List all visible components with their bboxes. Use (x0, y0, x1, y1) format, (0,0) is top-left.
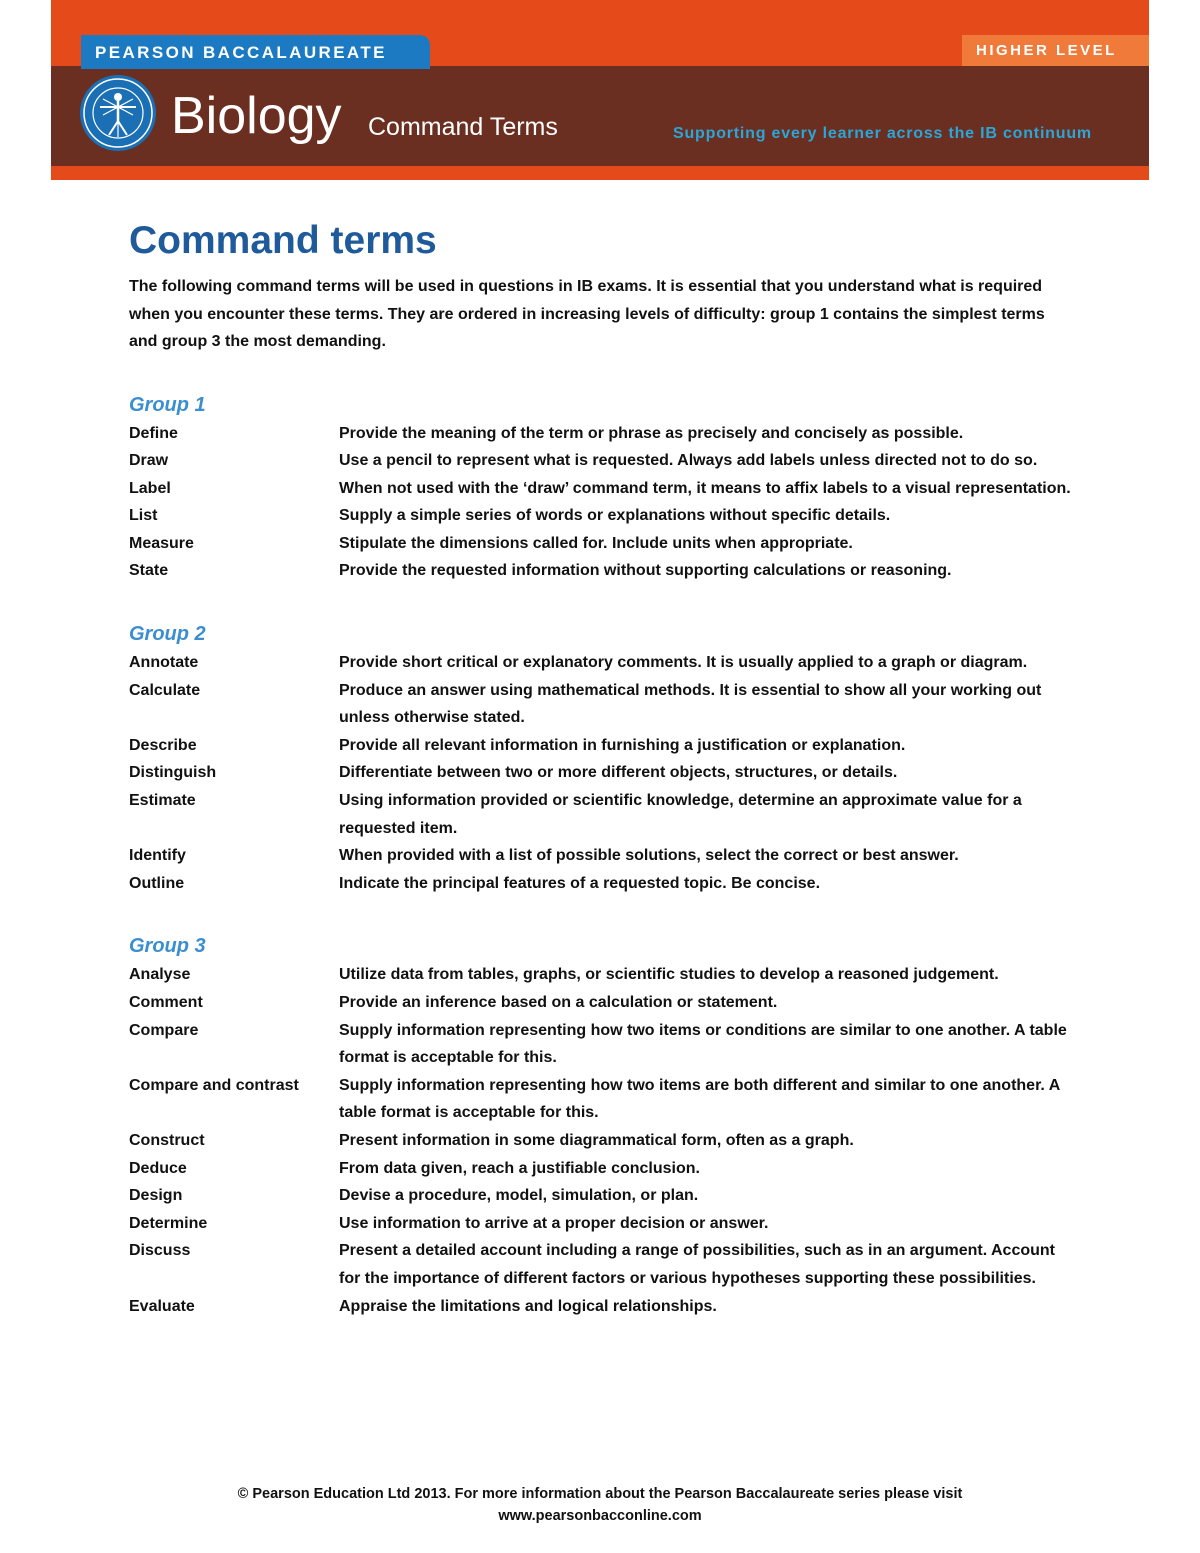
term-definition: Provide all relevant information in furnishing a justification or explanation. (339, 736, 906, 754)
book-subtitle: Command Terms (368, 113, 558, 141)
page-title: Command terms (129, 219, 437, 262)
series-label: PEARSON BACCALAUREATE (81, 35, 430, 69)
term-row (129, 1293, 1079, 1321)
term-definition: When provided with a list of possible solutions, select the correct or best answer. (339, 847, 959, 865)
term-definition: Using information provided or scientific knowledge, determine an approximate value for a requested item. (339, 792, 1022, 837)
term-definition: Present information in some diagrammatical form, often as a graph. (339, 1131, 854, 1149)
term-definition: Indicate the principal features of a requested topic. Be concise. (339, 874, 821, 892)
term-row (129, 870, 1079, 898)
term-definition: Devise a procedure, model, simulation, or plan. (339, 1187, 699, 1205)
term-name: Draw (129, 452, 169, 470)
header-banner (51, 0, 1149, 180)
term-name: Calculate (129, 681, 201, 699)
tagline: Supporting every learner across the IB continuum (673, 125, 1092, 142)
term-definition: Use information to arrive at a proper decision or answer. (339, 1214, 769, 1232)
term-row (129, 961, 1079, 989)
term-row (129, 1237, 1079, 1292)
term-row (129, 475, 1079, 503)
term-name: State (129, 562, 169, 580)
term-name: Compare and contrast (129, 1076, 299, 1094)
term-definition: From data given, reach a justifiable conclusion. (339, 1159, 700, 1177)
term-row (129, 1072, 1079, 1127)
term-name: Construct (129, 1131, 205, 1149)
term-row (129, 842, 1079, 870)
term-name: Measure (129, 534, 194, 552)
term-definition: Differentiate between two or more different objects, structures, or details. (339, 764, 898, 782)
banner-bottom-stripe (51, 166, 1149, 180)
group-heading: Group 1 (129, 393, 206, 416)
term-definition: Stipulate the dimensions called for. Include units when appropriate. (339, 534, 853, 552)
term-name: Evaluate (129, 1297, 195, 1315)
term-definition: Produce an answer using mathematical methods. It is essential to show all your working out unless otherwise stated. (339, 681, 1042, 727)
term-row (129, 447, 1079, 475)
group-2-section (129, 621, 1079, 897)
group-heading: Group 2 (129, 623, 206, 646)
term-name: List (129, 507, 158, 525)
term-row (129, 1182, 1079, 1210)
term-row (129, 530, 1079, 558)
term-row (129, 677, 1079, 732)
book-title: Biology (171, 87, 342, 145)
term-definition: Use a pencil to represent what is requested. Always add labels unless directed not to do so. (339, 452, 1038, 470)
term-name: Comment (129, 994, 203, 1011)
group-heading: Group 3 (129, 935, 206, 958)
term-row (129, 989, 1079, 1017)
term-definition: Appraise the limitations and logical relationships. (339, 1297, 717, 1315)
term-row (129, 759, 1079, 787)
term-name: Design (129, 1187, 183, 1205)
footer (150, 1483, 1050, 1527)
term-name: Analyse (129, 966, 191, 984)
term-name: Outline (129, 874, 185, 892)
term-row (129, 1210, 1079, 1238)
term-definition: Present a detailed account including a range of possibilities, such as in an argument. Account for the importance of different factors or various hypotheses supporting these possibilities. (339, 1242, 1055, 1287)
website-link[interactable]: www.pearsonbacconline.com (498, 1508, 702, 1524)
term-row (129, 1127, 1079, 1155)
term-name: Deduce (129, 1159, 187, 1177)
main-content (129, 215, 1079, 1320)
term-name: Describe (129, 736, 197, 754)
level-label: HIGHER LEVEL (962, 35, 1149, 66)
term-name: Identify (129, 847, 186, 865)
term-row (129, 1017, 1079, 1072)
copyright-text: © Pearson Education Ltd 2013. For more information about the Pearson Baccalaureate series please visit (237, 1486, 963, 1502)
group-3-section (129, 933, 1079, 1320)
term-name: Determine (129, 1214, 208, 1232)
term-name: Define (129, 424, 178, 442)
term-definition: Provide the meaning of the term or phrase as precisely and concisely as possible. (339, 424, 964, 442)
intro-paragraph: The following command terms will be used in questions in IB exams. It is essential that you understand what is required when you encounter these terms. They are ordered in increasing levels of difficulty: group 1 contains the simplest terms and group 3 the most demanding. (129, 278, 1045, 350)
term-definition: Utilize data from tables, graphs, or scientific studies to develop a reasoned judgement. (339, 966, 999, 984)
vitruvian-man-logo-icon (78, 73, 158, 153)
term-definition: Provide the requested information without supporting calculations or reasoning. (339, 562, 952, 580)
term-row (129, 420, 1079, 448)
term-definition: Provide short critical or explanatory comments. It is usually applied to a graph or diagram. (339, 654, 1028, 672)
term-row (129, 1155, 1079, 1183)
term-name: Annotate (129, 654, 199, 672)
term-row (129, 787, 1079, 842)
term-name: Label (129, 479, 171, 497)
term-definition: Provide an inference based on a calculation or statement. (339, 994, 778, 1011)
term-definition: Supply information representing how two items are both different and similar to one another. A table format is acceptable for this. (339, 1076, 1060, 1122)
term-name: Discuss (129, 1242, 191, 1260)
term-definition: Supply information representing how two items or conditions are similar to one another. A table format is acceptable for this. (339, 1021, 1067, 1067)
term-row (129, 502, 1079, 530)
term-row (129, 732, 1079, 760)
term-name: Estimate (129, 792, 196, 810)
term-name: Compare (129, 1021, 199, 1039)
term-row (129, 557, 1079, 585)
group-1-section (129, 392, 1079, 586)
term-definition: Supply a simple series of words or explanations without specific details. (339, 507, 891, 525)
term-definition: When not used with the ‘draw’ command term, it means to affix labels to a visual representation. (339, 479, 1071, 497)
term-name: Distinguish (129, 764, 217, 782)
term-row (129, 649, 1079, 677)
